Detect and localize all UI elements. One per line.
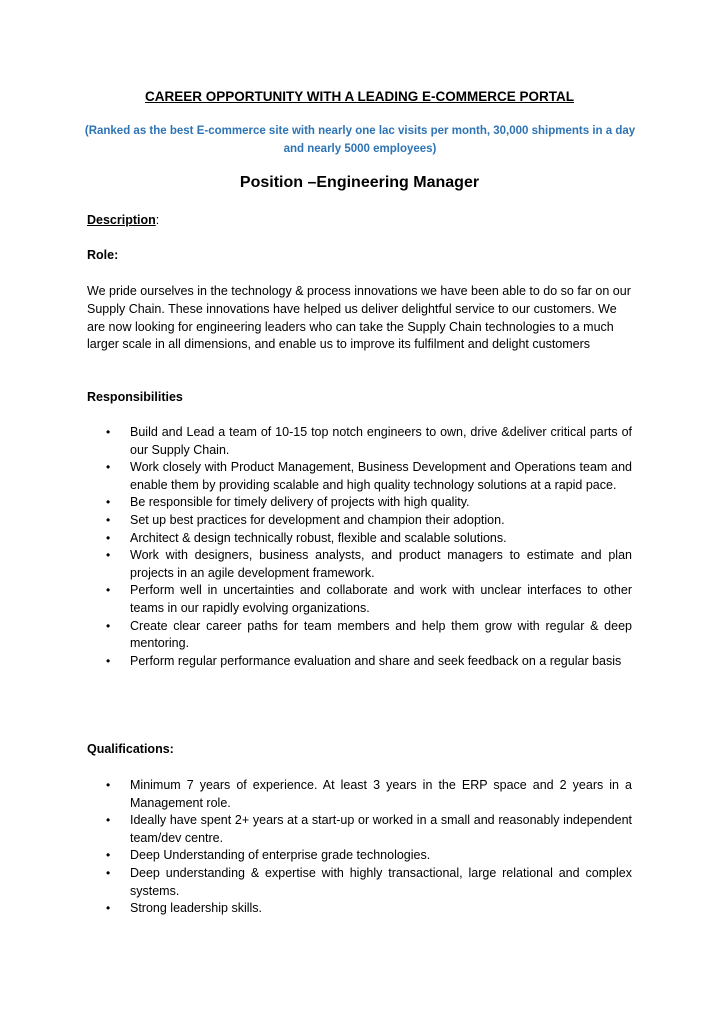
bullet-icon: • [106, 618, 111, 633]
bullet-icon: • [106, 495, 111, 510]
list-item [87, 865, 632, 900]
description-label: Description [87, 213, 156, 227]
position-heading: Position –Engineering Manager [239, 174, 480, 191]
list-item-text: Work with designers, business analysts, and product managers to estimate and plan projects in an agile development framework. [130, 548, 632, 580]
list-item [87, 900, 632, 918]
list-item [87, 512, 632, 530]
qualifications-list [87, 777, 632, 918]
list-item-text: Be responsible for timely delivery of projects with high quality. [130, 495, 470, 510]
list-item-text: Build and Lead a team of 10-15 top notch engineers to own, drive &deliver critical parts of our Supply Chain. [130, 425, 632, 457]
list-item-text: Ideally have spent 2+ years at a start-up or worked in a small and reasonably independent team/dev centre. [130, 813, 632, 845]
qualifications-heading: Qualifications: [87, 742, 174, 756]
list-item-text: Minimum 7 years of experience. At least 3 years in the ERP space and 2 years in a Management role. [130, 778, 632, 810]
list-item-text: Work closely with Product Management, Business Development and Operations team and enable them by providing scalable and high quality technology solutions at a rapid pace. [130, 460, 632, 492]
bullet-icon: • [106, 901, 111, 916]
list-item [87, 582, 632, 617]
responsibilities-heading: Responsibilities [87, 390, 183, 404]
list-item-text: Set up best practices for development and champion their adoption. [130, 512, 505, 527]
bullet-icon: • [106, 653, 111, 668]
list-item [87, 459, 632, 494]
bullet-icon: • [106, 813, 111, 828]
list-item [87, 618, 632, 653]
bullet-icon: • [106, 530, 111, 545]
list-item [87, 653, 632, 671]
bullet-icon: • [106, 583, 111, 598]
bullet-icon: • [106, 848, 111, 863]
list-item [87, 530, 632, 548]
list-item [87, 494, 632, 512]
bullet-icon: • [106, 512, 111, 527]
description-heading [87, 213, 159, 227]
bullet-icon: • [106, 865, 111, 880]
role-heading: Role: [87, 248, 119, 262]
list-item [87, 847, 632, 865]
bullet-icon: • [106, 548, 111, 563]
description-colon: : [155, 213, 160, 227]
list-item-text: Deep Understanding of enterprise grade technologies. [130, 848, 431, 863]
list-item-text: Perform regular performance evaluation and share and seek feedback on a regular basis [130, 653, 622, 668]
list-item [87, 812, 632, 847]
page-title: CAREER OPPORTUNITY WITH A LEADING E-COMMERCE PORTAL [144, 89, 574, 104]
list-item-text: Deep understanding & expertise with highly transactional, large relational and complex systems. [130, 865, 632, 898]
list-item [87, 547, 632, 582]
role-paragraph: We pride ourselves in the technology & process innovations we have been able to do so far on our Supply Chain. These innovations have helped us deliver delightful service to our customers. We are now looking for engineering leaders who can take the Supply Chain technologies to a much larger scale in all dimensions, and enable us to improve its fulfilment and delight customers [87, 284, 631, 352]
bullet-icon: • [106, 425, 111, 439]
list-item-text: Create clear career paths for team members and help them grow with regular & deep mentoring. [130, 618, 632, 651]
bullet-icon: • [106, 778, 111, 792]
responsibilities-list [87, 424, 632, 670]
list-item-text: Strong leadership skills. [130, 901, 263, 916]
list-item [87, 424, 632, 459]
list-item-text: Perform well in uncertainties and collaborate and work with unclear interfaces to other teams in our rapidly evolving organizations. [130, 583, 632, 615]
list-item [87, 777, 632, 812]
page-subtitle: (Ranked as the best E-commerce site with nearly one lac visits per month, 30,000 shipments in a day and nearly 5000 employees) [84, 125, 636, 155]
bullet-icon: • [106, 460, 111, 475]
list-item-text: Architect & design technically robust, flexible and scalable solutions. [130, 530, 507, 545]
